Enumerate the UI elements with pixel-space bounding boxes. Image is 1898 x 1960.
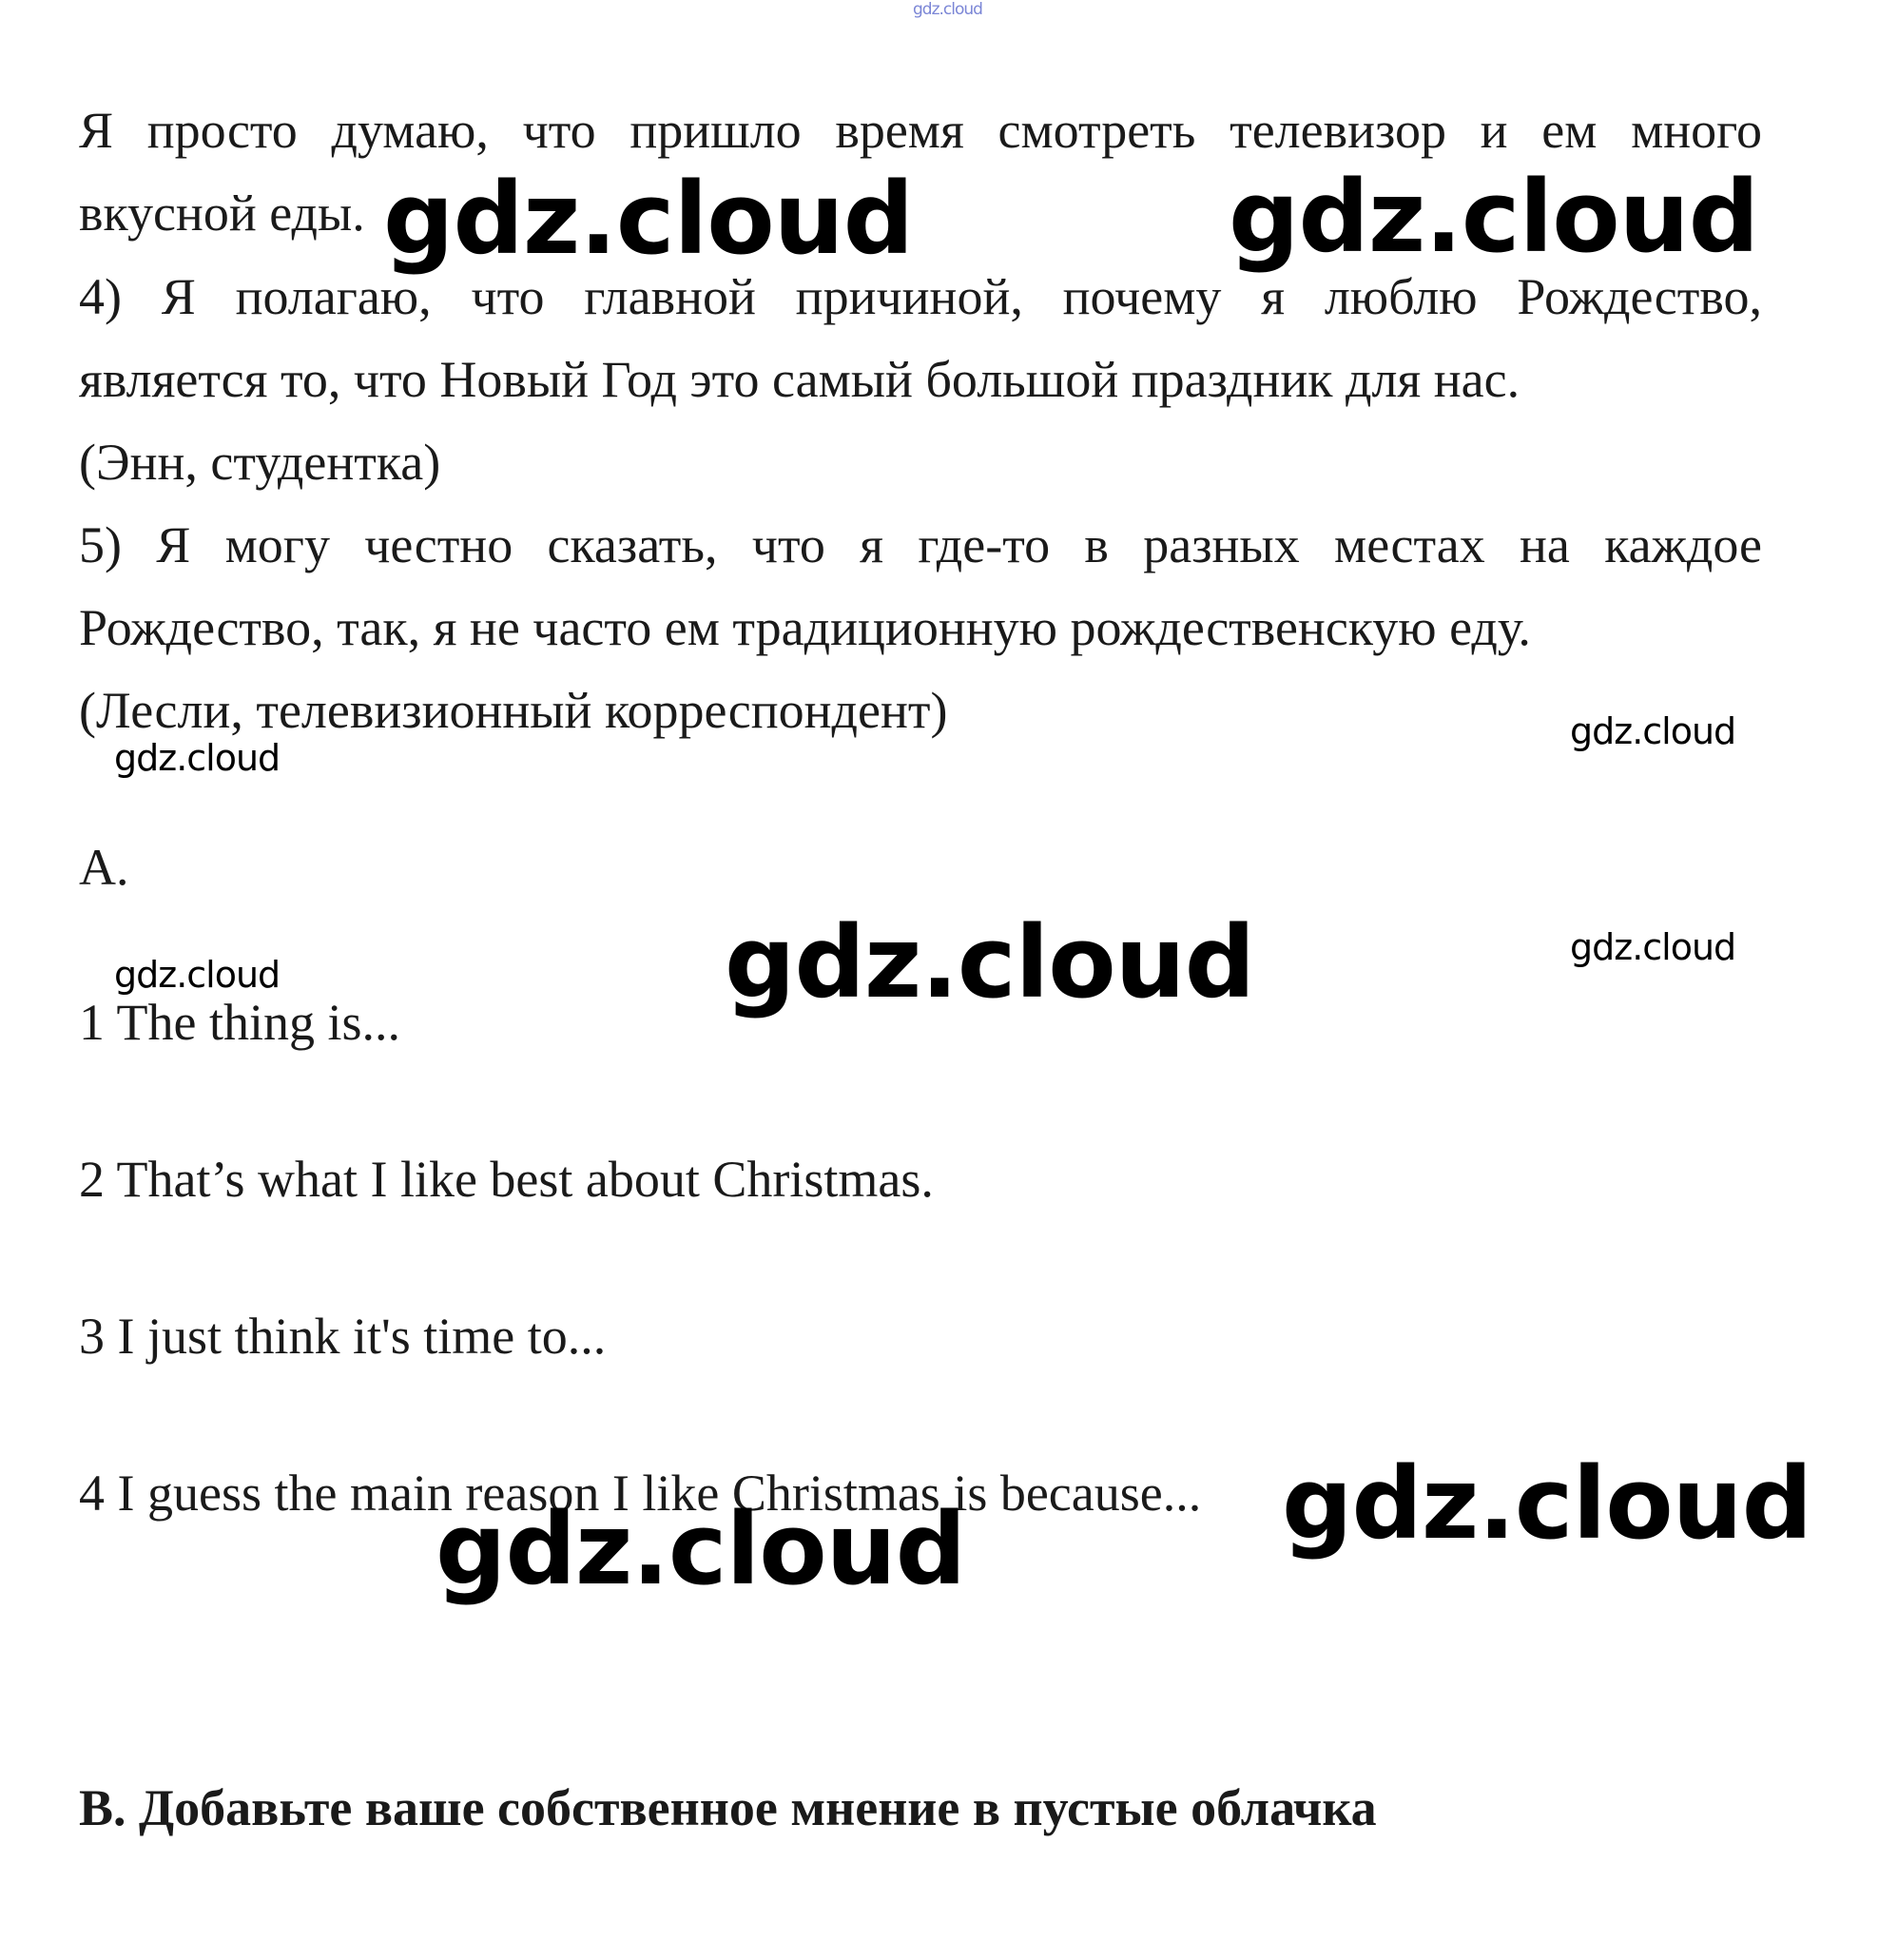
text-line-6: 5) Я могу честно сказать, что я где-то в разных местах на каждое: [79, 516, 1762, 573]
phrase-1: 1 The thing is...: [79, 994, 401, 1051]
text-line-4: является то, что Новый Год это самый большой праздник для нас.: [79, 351, 1520, 408]
text-line-5: (Энн, студентка): [79, 434, 441, 491]
phrase-4: 4 I guess the main reason I like Christmas is because...: [79, 1465, 1202, 1522]
text-line-3: 4) Я полагаю, что главной причиной, почему я люблю Рождество,: [79, 268, 1762, 325]
text-line-8: (Лесли, телевизионный корреспондент): [79, 682, 948, 739]
text-line-1: Я просто думаю, что пришло время смотреть телевизор и ем много: [79, 102, 1762, 159]
text-line-7: Рождество, так, я не часто ем традиционную рождественскую еду.: [79, 599, 1531, 656]
header-watermark: gdz.cloud: [913, 0, 982, 19]
phrase-3: 3 I just think it's time to...: [79, 1308, 607, 1365]
text-line-2: вкусной еды.: [79, 184, 365, 242]
section-a-label: A.: [79, 839, 129, 896]
watermark-large: gdz.cloud: [1282, 1446, 1812, 1562]
watermark-large: gdz.cloud: [1229, 159, 1759, 275]
watermark-small: gdz.cloud: [114, 954, 281, 996]
watermark-small: gdz.cloud: [114, 737, 281, 779]
phrase-2: 2 That’s what I like best about Christmas.: [79, 1151, 934, 1208]
watermark-small: gdz.cloud: [1570, 926, 1736, 968]
watermark-large: gdz.cloud: [436, 1491, 966, 1607]
section-b-heading: B. Добавьте ваше собственное мнение в пустые облачка: [79, 1779, 1377, 1836]
watermark-large: gdz.cloud: [383, 161, 914, 277]
watermark-large: gdz.cloud: [725, 904, 1255, 1020]
watermark-small: gdz.cloud: [1570, 710, 1736, 752]
